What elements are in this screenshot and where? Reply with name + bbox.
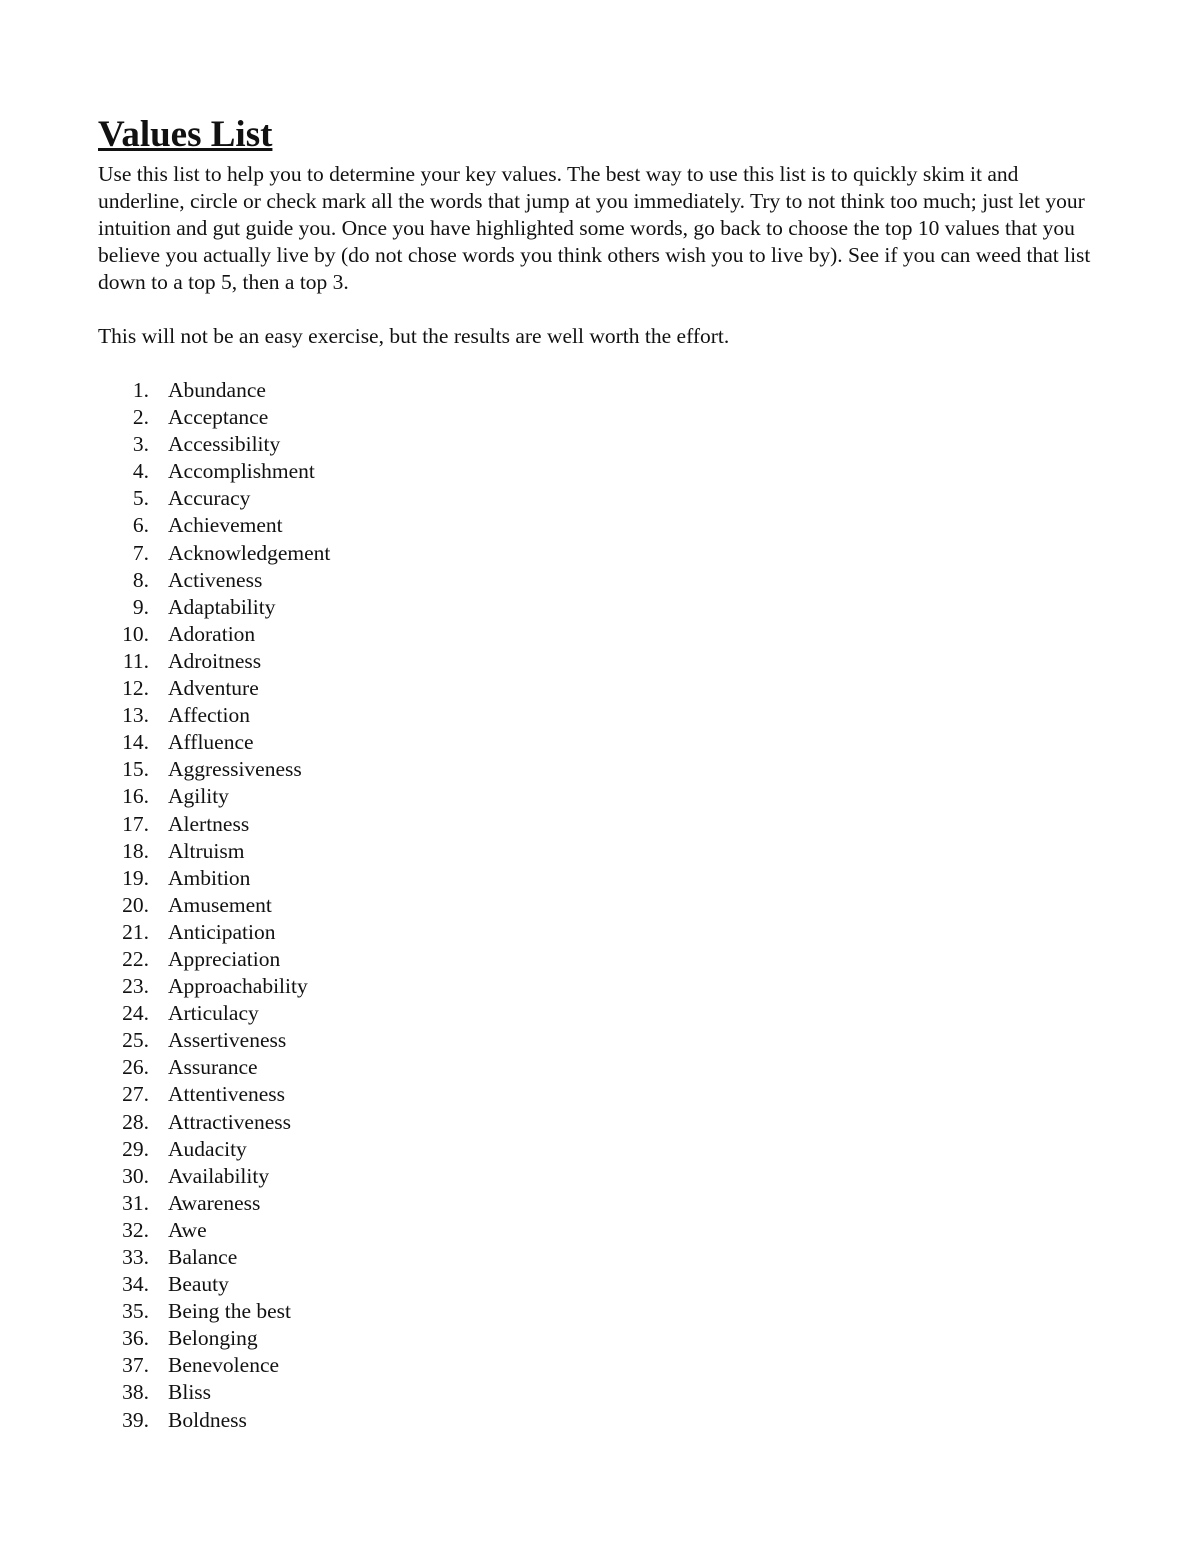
list-item-number: 21.: [122, 919, 149, 944]
list-item-number: 30.: [122, 1163, 149, 1188]
list-item: [98, 377, 1108, 404]
list-item-value: Boldness: [168, 1407, 247, 1432]
list-item-value: Articulacy: [168, 1001, 259, 1026]
intro-paragraph: Use this list to help you to determine your key values. The best way to use this list is to quickly skim it and underline, circle or check mark all the words that jump at you immediately. Try to not think too much; just let your intuition and gut guide you. Once you have highlighted some words, go back to choose the top 10 values that you believe you actually live by (do not chose words you think others wish you to live by). See if you can weed that list down to a top 5, then a top 3.: [98, 162, 1091, 294]
list-item-value: Adaptability: [168, 594, 276, 619]
list-item-number: 4.: [132, 459, 149, 484]
list-item-number: 7.: [132, 540, 149, 565]
list-item: [98, 1190, 1108, 1217]
list-item-value: Appreciation: [168, 946, 281, 971]
list-item: [98, 838, 1108, 865]
list-item: [98, 973, 1108, 1000]
list-item: [98, 540, 1108, 567]
list-item: [98, 512, 1108, 539]
list-item-number: 15.: [122, 757, 149, 782]
list-item-value: Attentiveness: [168, 1082, 286, 1107]
list-item-value: Assertiveness: [168, 1028, 287, 1053]
list-item: [98, 1379, 1108, 1406]
list-item-number: 9.: [132, 594, 149, 619]
list-item-number: 12.: [122, 676, 149, 701]
list-item-value: Aggressiveness: [168, 757, 302, 782]
list-item-number: 11.: [122, 648, 149, 673]
list-item-number: 16.: [122, 784, 149, 809]
list-item-number: 22.: [122, 946, 149, 971]
list-item-value: Adroitness: [168, 648, 262, 673]
list-item: [98, 756, 1108, 783]
list-item-value: Achievement: [168, 513, 283, 538]
list-item-value: Affection: [168, 703, 250, 728]
list-item-value: Acceptance: [168, 405, 269, 430]
list-item-value: Activeness: [168, 567, 263, 592]
list-item-number: 6.: [132, 513, 149, 538]
list-item: [98, 919, 1108, 946]
list-item: [98, 783, 1108, 810]
list-item: [98, 1054, 1108, 1081]
list-item: [98, 1244, 1108, 1271]
list-item: [98, 485, 1108, 512]
list-item: [98, 1352, 1108, 1379]
list-item-number: 2.: [132, 405, 149, 430]
list-item-value: Accessibility: [168, 432, 281, 457]
list-item: [98, 1407, 1108, 1434]
list-item-number: 3.: [132, 432, 149, 457]
list-item-number: 37.: [122, 1353, 149, 1378]
list-item-number: 31.: [122, 1190, 149, 1215]
list-item-number: 28.: [122, 1109, 149, 1134]
list-item-value: Anticipation: [168, 919, 276, 944]
list-item-number: 32.: [122, 1217, 149, 1242]
list-item-number: 38.: [122, 1380, 149, 1405]
list-item: [98, 648, 1108, 675]
list-item: [98, 1298, 1108, 1325]
list-item-number: 33.: [122, 1245, 149, 1269]
list-item-value: Affluence: [168, 730, 254, 755]
list-item: [98, 458, 1108, 485]
list-item-number: 17.: [122, 811, 149, 836]
list-item-value: Adoration: [168, 621, 256, 646]
list-item-value: Being the best: [168, 1299, 292, 1324]
list-item: [98, 1136, 1108, 1163]
list-item-value: Alertness: [168, 811, 250, 836]
list-item-value: Balance: [168, 1245, 238, 1269]
list-item: [98, 1163, 1108, 1190]
list-item-number: 24.: [122, 1001, 149, 1026]
list-item-number: 27.: [122, 1082, 149, 1107]
list-item: [98, 865, 1108, 892]
list-item: [98, 1271, 1108, 1298]
list-item-number: 25.: [122, 1028, 149, 1053]
values-list: [98, 377, 1108, 1434]
list-item-value: Beauty: [168, 1272, 229, 1297]
list-item-value: Assurance: [168, 1055, 258, 1080]
list-item-value: Availability: [168, 1163, 270, 1188]
page-title: Values List: [98, 114, 273, 155]
list-item: [98, 811, 1108, 838]
list-item-value: Ambition: [168, 865, 251, 890]
list-item-value: Belonging: [168, 1326, 258, 1351]
list-item-value: Awe: [168, 1217, 207, 1242]
list-item: [98, 1027, 1108, 1054]
list-item-number: 13.: [122, 703, 149, 728]
list-item: [98, 567, 1108, 594]
list-item-number: 36.: [122, 1326, 149, 1351]
list-item-number: 39.: [122, 1407, 149, 1432]
list-item-number: 14.: [122, 730, 149, 755]
document-page: [98, 112, 1108, 1434]
list-item-number: 29.: [122, 1136, 149, 1161]
list-item-number: 1.: [132, 378, 149, 402]
list-item-value: Approachability: [168, 974, 308, 999]
list-item-value: Abundance: [168, 378, 266, 402]
list-item-number: 19.: [122, 865, 149, 890]
list-item-number: 5.: [132, 486, 149, 511]
list-item-value: Acknowledgement: [168, 540, 331, 565]
list-item-value: Adventure: [168, 676, 259, 701]
list-item: [98, 729, 1108, 756]
list-item: [98, 1000, 1108, 1027]
list-item-number: 10.: [122, 621, 149, 646]
list-item-number: 20.: [122, 892, 149, 917]
list-item: [98, 946, 1108, 973]
list-item-value: Awareness: [168, 1190, 261, 1215]
list-item-value: Amusement: [168, 892, 272, 917]
list-item-number: 8.: [132, 567, 149, 592]
list-item: [98, 1325, 1108, 1352]
list-item: [98, 621, 1108, 648]
list-item-number: 35.: [122, 1299, 149, 1324]
list-item-number: 18.: [122, 838, 149, 863]
list-item: [98, 1217, 1108, 1244]
list-item-value: Attractiveness: [168, 1109, 291, 1134]
list-item-value: Accuracy: [168, 486, 251, 511]
list-item-number: 23.: [122, 974, 149, 999]
list-item: [98, 1109, 1108, 1136]
list-item: [98, 431, 1108, 458]
list-item-number: 26.: [122, 1055, 149, 1080]
list-item: [98, 594, 1108, 621]
list-item-value: Bliss: [168, 1380, 212, 1405]
list-item: [98, 675, 1108, 702]
list-item: [98, 892, 1108, 919]
list-item-value: Altruism: [168, 838, 245, 863]
list-item-value: Benevolence: [168, 1353, 280, 1378]
list-item-value: Agility: [168, 784, 229, 809]
list-item-value: Audacity: [168, 1136, 247, 1161]
list-item-number: 34.: [122, 1272, 149, 1297]
list-item: [98, 702, 1108, 729]
list-item: [98, 404, 1108, 431]
note-paragraph: This will not be an easy exercise, but the results are well worth the effort.: [98, 324, 730, 348]
list-item: [98, 1081, 1108, 1108]
list-item-value: Accomplishment: [168, 459, 315, 484]
